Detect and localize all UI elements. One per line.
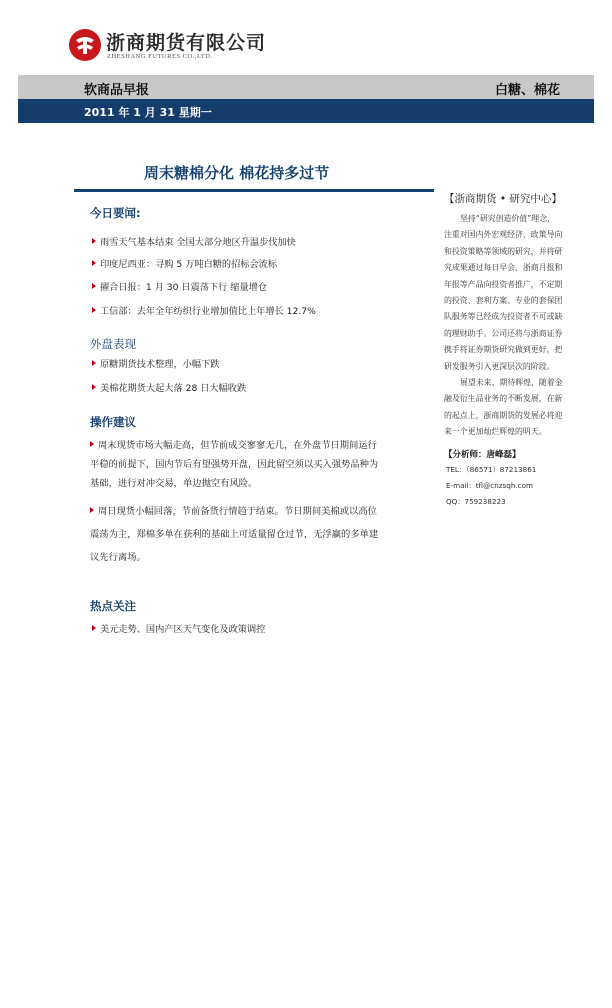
advice-paragraph-sugar: 周末现货市场大幅走高，但节前成交寥寥无几，在外盘节日期间运行 平稳的前提下，国内节后有望强势开盘，因此留空须以买入强势品种为 基础，进行对冲交易，单边抛空有风险。 <box>90 440 379 489</box>
report-date: 2011 年 1 月 31 星期一 <box>84 106 212 119</box>
hot-item: 美元走势、国内产区天气变化及政策调控 <box>92 621 432 635</box>
news-item: 擢合日报：1 月 30 日震荡下行 缩量增仓 <box>92 279 432 293</box>
news-item: 印度尼西亚：寻购 5 万吨白糖的招标会流标 <box>92 256 432 270</box>
bullet-icon <box>92 625 96 631</box>
report-header-bar <box>18 75 594 99</box>
report-type: 软商品早报 <box>84 83 150 98</box>
analyst-title: 【分析师：唐峰磊】 <box>444 450 521 460</box>
analyst-qq: QQ：759238223 <box>446 497 506 506</box>
title-divider <box>74 189 434 192</box>
analyst-email[interactable]: E-mail：tfl@cnzsqh.com <box>446 481 534 490</box>
advice-section-title: 操作建议 <box>90 415 136 429</box>
news-item: 工信部：去年全年纺织行业增加值比上年增长 12.7% <box>92 303 432 317</box>
bullet-icon <box>92 283 96 289</box>
bullet-icon <box>92 238 96 244</box>
bullet-icon <box>90 507 94 513</box>
company-name: 浙商期货有限公司 <box>106 32 267 54</box>
advice-paragraph-cotton: 周日现货小幅回落，节前备货行情趋于结束。节日期间美棉或以高位 震荡为主，郑棉多单在获利的基础上可适量留仓过节，无浮赢的多单建 议先行离场。 <box>90 506 379 563</box>
page-title: 周末糖棉分化 棉花持多过节 <box>144 164 330 182</box>
hot-section-title: 热点关注 <box>90 599 136 613</box>
date-bar <box>18 99 594 123</box>
analyst-phone: TEL：（86571）87213861 <box>446 465 537 474</box>
overseas-item: 原糖期货技术整理，小幅下跌 <box>92 356 432 370</box>
overseas-section-title: 外盘表现 <box>90 337 136 351</box>
company-logo-icon <box>68 28 102 62</box>
bullet-icon <box>92 360 96 366</box>
bullet-icon <box>90 441 94 447</box>
sidebar-intro: 坚持“研究创造价值”理念， 注重对国内外宏观经济、政策导向 和投资策略等领域的研究，并将研 究成果通过每日早会、浙商月报和 年报等产品向投资者推广，不定期 的投资、套利方案、专业的套保团 队服务等已经成为投资者不可或缺 的理财助手。公司还将与浙商证券 携手将证券期货研究做到更好，把 研发服务引入更深层次的阶段。 展望未来、期待辉煌，随着金 融及衍生品业务的不断发展，在新 的起点上，浙商期货的发展必将迎 来一个更加灿烂辉煌的明天。 <box>444 214 563 437</box>
overseas-item: 美棉花期货大起大落 28 日大幅收跌 <box>92 380 432 394</box>
report-products: 白糖、棉花 <box>494 83 560 98</box>
bullet-icon <box>92 307 96 313</box>
company-name-en: ZHESHANG FUTURES CO.,LTD. <box>107 53 213 60</box>
news-item: 雨雪天气基本结束 全国大部分地区升温步伐加快 <box>92 234 432 248</box>
bullet-icon <box>92 260 96 266</box>
news-section-title: 今日要闻: <box>90 206 141 220</box>
company-logo <box>68 26 268 68</box>
sidebar-title: 【浙商期货 • 研究中心】 <box>444 193 562 205</box>
bullet-icon <box>92 384 96 390</box>
